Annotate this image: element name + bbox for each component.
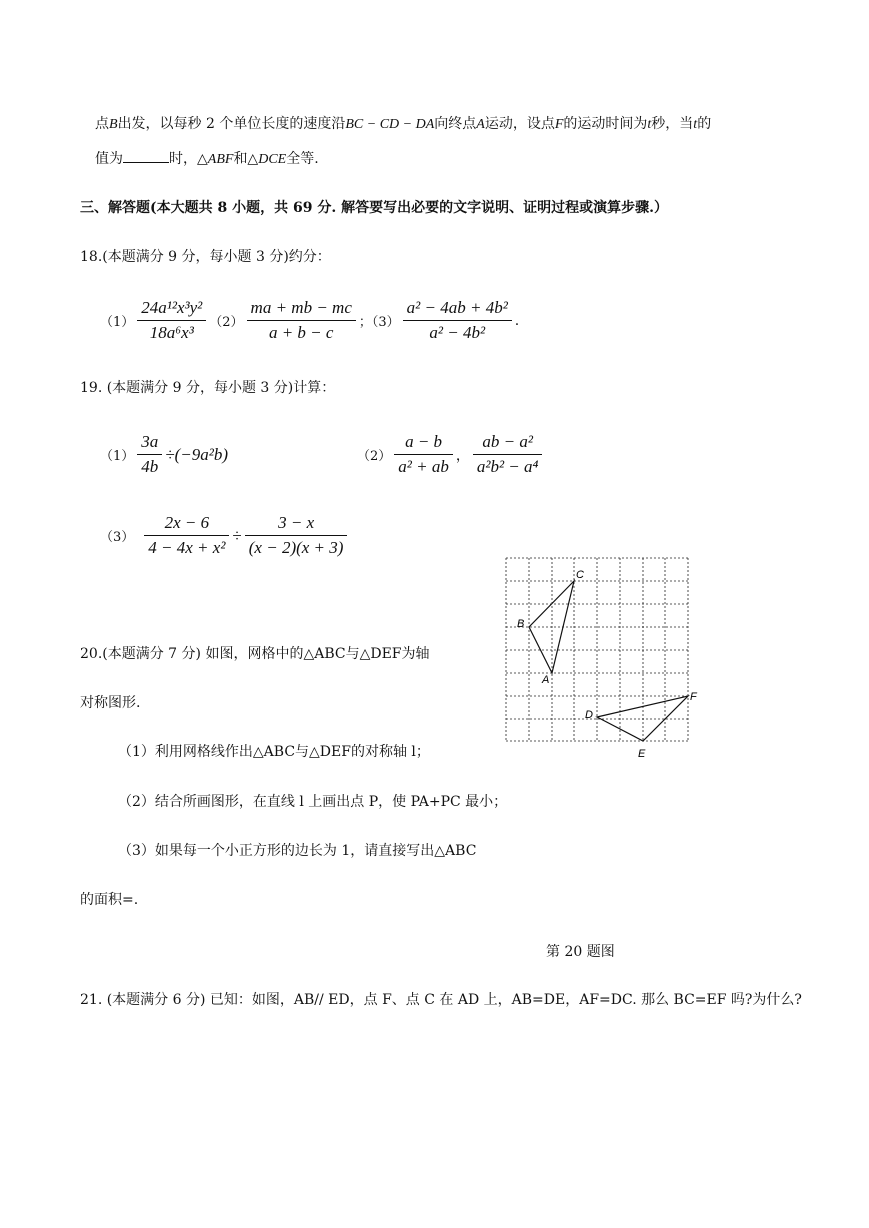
- text: 秒，当: [651, 116, 694, 132]
- figure-caption: 第 20 题图: [546, 944, 615, 960]
- numerator: ab − a²: [473, 432, 543, 455]
- numerator: a² − 4ab + 4b²: [403, 298, 512, 321]
- q19-item2: [357, 432, 545, 477]
- fraction: [473, 432, 543, 477]
- q18-header: 18.(本题满分 9 分，每小题 3 分)约分：: [80, 249, 331, 265]
- label-c: C: [576, 569, 584, 581]
- item-label: （3）: [100, 530, 135, 545]
- numerator: a − b: [394, 432, 453, 455]
- triangle-dce: DCE: [258, 152, 287, 167]
- numerator: 24a¹²x³y²: [137, 298, 206, 321]
- fraction: [245, 513, 348, 558]
- text: 运动，设点: [484, 116, 555, 132]
- q20-item3b: 的面积=.: [80, 892, 139, 908]
- q21-text: 21. (本题满分 6 分) 已知：如图，AB// ED，点 F、点 C 在 AD 上，AB=DE，AF=DC. 那么 BC=EF 吗?为什么?: [80, 992, 802, 1008]
- item-label: （1）: [100, 449, 135, 464]
- q20-line2: 对称图形.: [80, 695, 141, 711]
- denominator: 4b: [141, 457, 159, 476]
- fraction: [144, 513, 229, 558]
- answer-blank[interactable]: [123, 148, 169, 163]
- text: 值为: [95, 151, 123, 167]
- point-b: B: [109, 117, 118, 132]
- denominator: a² + ab: [398, 457, 449, 476]
- denominator: 18a⁶x³: [149, 323, 194, 342]
- denominator: 4 − 4x + x²: [148, 538, 226, 557]
- triangle-abf: ABF: [207, 152, 234, 167]
- label-a: A: [542, 674, 550, 686]
- point-f: F: [554, 117, 564, 132]
- point-a: A: [476, 117, 485, 132]
- text: 出发，以每秒 2 个单位长度的速度沿: [117, 116, 346, 132]
- q19-item1: [100, 432, 228, 477]
- text: 全等.: [286, 151, 319, 167]
- fraction: [403, 298, 512, 343]
- period: .: [514, 312, 520, 329]
- q20-grid-figure: [500, 552, 700, 762]
- comma: ，: [455, 447, 470, 464]
- denominator: a + b − c: [268, 323, 334, 342]
- text: 点: [95, 116, 109, 132]
- numerator: ma + mb − mc: [247, 298, 356, 321]
- item-label: （2）: [209, 315, 244, 330]
- q20-line1: 20.(本题满分 7 分) 如图，网格中的△ABC与△DEF为轴: [80, 646, 430, 662]
- label-f: F: [690, 691, 697, 703]
- denominator: (x − 2)(x + 3): [248, 538, 344, 557]
- text: 的: [697, 116, 712, 132]
- q18-expressions: [100, 298, 519, 343]
- fraction: [247, 298, 356, 343]
- item-label: （1）: [100, 315, 135, 330]
- var-t: t: [647, 117, 652, 132]
- text: 时，△: [169, 151, 208, 167]
- label-b: B: [517, 618, 525, 630]
- expression: ÷(−9a²b): [165, 444, 229, 464]
- item-label: （2）: [357, 449, 392, 464]
- grid-lines: [506, 558, 688, 741]
- fraction: [394, 432, 453, 477]
- q17-line2: [95, 148, 319, 168]
- numerator: 3a: [137, 432, 162, 455]
- item-label: ；（3）: [358, 315, 400, 330]
- text: 向终点: [434, 116, 477, 132]
- fraction: [137, 432, 162, 477]
- section-title: 三、解答题(本大题共 8 小题，共 69 分. 解答要写出必要的文字说明、证明过程或演算步骤.）: [80, 200, 668, 216]
- label-d: D: [585, 709, 593, 721]
- var-t: t: [693, 117, 698, 132]
- denominator: a² − 4b²: [429, 323, 486, 342]
- fraction: [137, 298, 206, 343]
- denominator: a²b² − a⁴: [476, 457, 539, 476]
- text: 和△: [233, 151, 259, 167]
- q20-item3: （3）如果每一个小正方形的边长为 1，请直接写出△ABC: [118, 843, 477, 859]
- divide-sign: ÷: [232, 525, 242, 545]
- numerator: 3 − x: [245, 513, 348, 536]
- q20-item2: （2）结合所画图形，在直线 l 上画出点 P，使 PA+PC 最小；: [118, 794, 508, 810]
- q17-line1: [95, 113, 711, 133]
- q19-item3: [100, 513, 350, 558]
- q20-item1: （1）利用网格线作出△ABC与△DEF的对称轴 l；: [118, 744, 430, 760]
- path-expr: BC − CD − DA: [345, 117, 435, 132]
- numerator: 2x − 6: [144, 513, 229, 536]
- label-e: E: [638, 748, 646, 760]
- triangle-def: [597, 696, 688, 741]
- text: 的运动时间为: [563, 116, 648, 132]
- q19-header: 19. (本题满分 9 分，每小题 3 分)计算：: [80, 380, 336, 396]
